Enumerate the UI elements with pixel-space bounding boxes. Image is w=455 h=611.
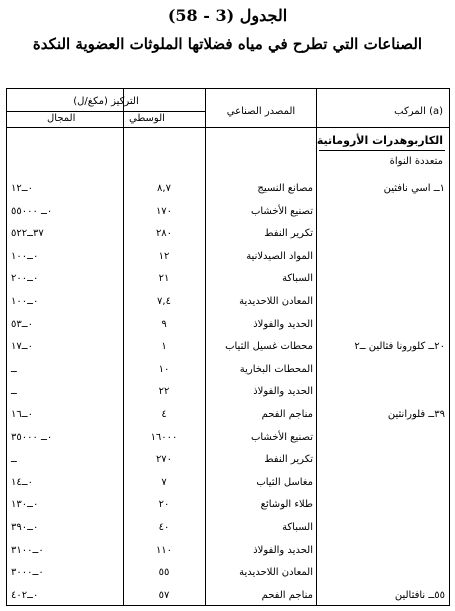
source-cell: محطات غسيل الثياب: [225, 341, 313, 353]
source-cell: المعادن اللاحديدية: [239, 567, 313, 579]
median-cell: ٧,٤: [157, 296, 171, 307]
source-cell: تكرير النفط: [264, 228, 313, 240]
range-cell: ٠ــ ٥٥٠٠٠: [11, 205, 53, 217]
median-cell: ١١٠: [155, 544, 173, 556]
source-cell: الحديد والفولاذ: [253, 318, 313, 330]
range-cell: ٠ــ١٤: [11, 476, 33, 488]
compound-cell: [319, 268, 445, 290]
compound-cell: [319, 246, 445, 268]
table-row: [7, 223, 449, 245]
source-cell: السباكة: [282, 522, 313, 533]
compound-cell: ٣٩ــ فلورانثين: [387, 409, 445, 420]
section-underline: [319, 150, 445, 151]
source-cell: مغاسل الثياب: [256, 476, 313, 488]
compound-cell: [319, 472, 445, 494]
range-cell: ٠ــ٣٩٠: [11, 522, 39, 533]
range-cell: ٣٧ــ٥٢٢: [11, 228, 44, 240]
median-cell: ٤٠: [158, 522, 170, 533]
range-cell: ٠ــ١٣٠: [11, 499, 39, 511]
median-cell: ٢١: [158, 273, 170, 285]
table-row: [7, 201, 449, 223]
source-cell: الحديد والفولاذ: [253, 386, 313, 398]
header-rule: [7, 127, 449, 128]
compound-cell: [319, 201, 445, 223]
range-cell: ٠ــ١٢: [11, 183, 33, 194]
source-cell: مناجم الفحم: [261, 589, 313, 601]
median-cell: ٢٧٠: [155, 454, 173, 466]
compound-cell: [319, 517, 445, 539]
compound-cell: [319, 359, 445, 381]
median-cell: ٨,٧: [157, 183, 171, 194]
header-range: المجال: [47, 113, 76, 124]
compound-cell: [319, 291, 445, 313]
table-row: [7, 427, 449, 449]
median-cell: ٩: [161, 318, 167, 330]
section-heading: الكاربوهدرات الأروماتية: [316, 134, 443, 147]
table-row: [7, 381, 449, 403]
compound-cell: [319, 449, 445, 471]
source-cell: تصنيع الأخشاب: [250, 431, 313, 443]
compound-cell: [319, 562, 445, 584]
source-cell: المعادن اللاحديدية: [239, 296, 313, 307]
median-cell: ٧: [161, 476, 167, 488]
header-subrule: [7, 111, 205, 112]
range-cell: ــ: [11, 363, 17, 375]
table-row: [7, 540, 449, 562]
range-cell: ٠ــ ٣٥٠٠٠: [11, 431, 53, 443]
header-median: الوسطي: [129, 113, 165, 124]
section-subheading: متعددة النواة: [389, 156, 443, 167]
compound-cell: ٢٠ــ كلورونا فثالين ــ٢: [354, 341, 445, 353]
range-cell: ٠ــ٣١٠٠: [11, 544, 44, 556]
range-cell: ٠ــ٢٠٠: [11, 273, 39, 285]
range-cell: ٠ــ١٠٠: [11, 296, 39, 307]
table-row: [7, 314, 449, 336]
source-cell: الحديد والفولاذ: [253, 544, 313, 556]
compound-cell: [319, 223, 445, 245]
header-compound: المركب (a): [394, 106, 443, 117]
table-row: [7, 472, 449, 494]
median-cell: ١٧٠: [155, 205, 173, 217]
source-cell: طلاء الوشائع: [260, 499, 313, 511]
range-cell: ٠ــ١٦: [11, 409, 33, 420]
median-cell: ١٢: [158, 250, 170, 262]
compound-cell: [319, 494, 445, 516]
header-source: المصدر الصناعي: [226, 106, 296, 117]
source-cell: المواد الصيدلانية: [246, 250, 313, 262]
table-row: [7, 517, 449, 539]
table-subtitle: الصناعات التي تطرح في مياه فضلاتها الملوثات العضوية النكدة: [32, 35, 423, 53]
table-title: الجدول (3 - 58): [167, 6, 288, 25]
table-row: [7, 404, 449, 426]
table-row: [7, 291, 449, 313]
table-row: [7, 585, 449, 607]
table-row: [7, 359, 449, 381]
median-cell: ١٦٠٠٠: [150, 431, 178, 443]
source-cell: مناجم الفحم: [261, 409, 313, 420]
table-row: [7, 449, 449, 471]
table-row: [7, 562, 449, 584]
compound-cell: [319, 540, 445, 562]
source-cell: المحطات البخارية: [239, 363, 313, 375]
range-cell: ــ: [11, 386, 17, 398]
table-row: [7, 178, 449, 200]
range-cell: ــ: [11, 454, 17, 466]
median-cell: ١: [161, 341, 167, 353]
table-row: [7, 268, 449, 290]
range-cell: ٠ــ٣٠٠٠: [11, 567, 44, 579]
table-row: [7, 494, 449, 516]
source-cell: تصنيع الأخشاب: [250, 205, 313, 217]
median-cell: ٢٠: [158, 499, 170, 511]
header-concentration: التركيز (مكغ/ل): [73, 96, 139, 107]
range-cell: ٠ــ١٠٠: [11, 250, 39, 262]
range-cell: ٠ــ١٧: [11, 341, 33, 353]
data-table: [6, 88, 450, 606]
median-cell: ٥٥: [158, 567, 170, 579]
range-cell: ٠ــ٥٣: [11, 318, 33, 330]
range-cell: ٠ــ٤٠٢: [11, 589, 39, 601]
source-cell: السباكة: [282, 273, 313, 285]
median-cell: ٢٢: [158, 386, 170, 398]
compound-cell: ١ــ اسي نافثين: [383, 183, 445, 194]
median-cell: ٤: [161, 409, 167, 420]
median-cell: ٥٧: [158, 589, 170, 601]
compound-cell: ٥٥ــ نافثالين: [394, 589, 445, 601]
compound-cell: [319, 427, 445, 449]
source-cell: مصانع النسيج: [257, 183, 313, 194]
table-row: [7, 336, 449, 358]
compound-cell: [319, 381, 445, 403]
median-cell: ١٠: [158, 363, 170, 375]
median-cell: ٢٨٠: [155, 228, 173, 240]
compound-cell: [319, 314, 445, 336]
table-row: [7, 246, 449, 268]
source-cell: تكرير النفط: [264, 454, 313, 466]
